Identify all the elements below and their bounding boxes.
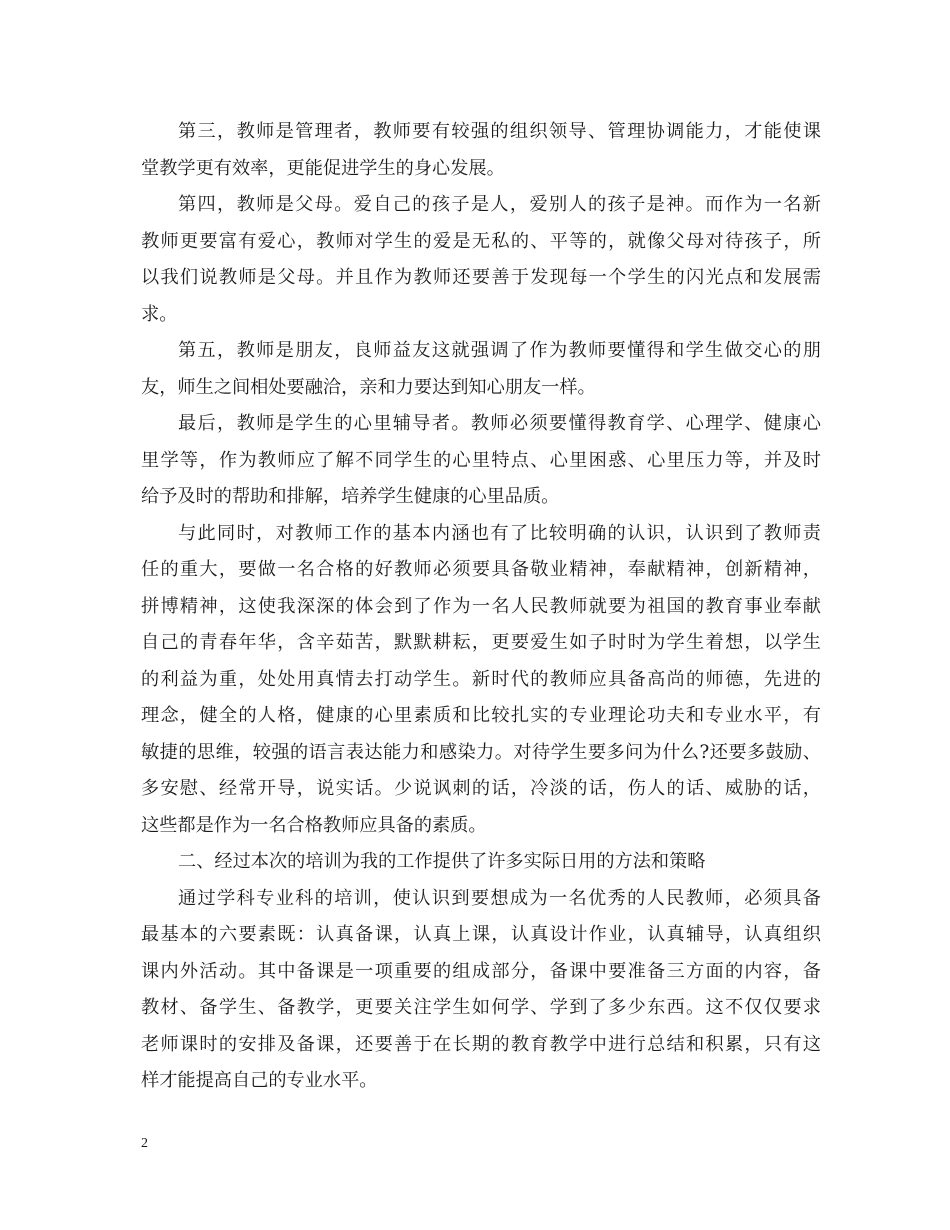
- text-line: 敏捷的思维，较强的语言表达能力和感染力。对待学生要多问为什么?还要多鼓励、: [141, 741, 821, 763]
- text-line: 求。: [141, 303, 178, 325]
- text-line: 第三，教师是管理者，教师要有较强的组织领导、管理协调能力，才能使课: [178, 121, 821, 142]
- page-number: 2: [141, 1136, 148, 1151]
- text-line: 二、经过本次的培训为我的工作提供了许多实际日用的方法和策略: [178, 851, 706, 872]
- text-line: 最后，教师是学生的心里辅导者。教师必须要懂得教育学、心理学、健康心: [178, 413, 821, 434]
- paragraph: [141, 516, 821, 845]
- paragraph: [141, 187, 821, 333]
- text-line: 堂教学更有效率，更能促进学生的身心发展。: [141, 157, 505, 179]
- text-line: 拼博精神，这使我深深的体会到了作为一名人民教师就要为祖国的教育事业奉献: [141, 595, 821, 617]
- paragraph: [141, 333, 821, 406]
- text-line: 自己的青春年华，含辛茹苦，默默耕耘，更要爱生如子时时为学生着想，以学生: [141, 632, 821, 653]
- text-line: 教师更要富有爱心，教师对学生的爱是无私的、平等的，就像父母对待孩子，所: [141, 230, 821, 252]
- text-line: 理念，健全的人格，健康的心里素质和比较扎实的专业理论功夫和专业水平，有: [141, 705, 821, 726]
- paragraph: [141, 881, 821, 1100]
- paragraph: [141, 844, 821, 881]
- paragraph: [141, 114, 821, 187]
- text-line: 以我们说教师是父母。并且作为教师还要善于发现每一个学生的闪光点和发展需: [141, 267, 821, 288]
- paragraph: [141, 406, 821, 516]
- text-line: 课内外活动。其中备课是一项重要的组成部分，备课中要准备三方面的内容，备: [141, 960, 821, 982]
- text-line: 与此同时，对教师工作的基本内涵也有了比较明确的认识，认识到了教师责: [178, 522, 821, 544]
- text-line: 第五，教师是朋友，良师益友这就强调了作为教师要懂得和学生做交心的朋: [178, 340, 821, 361]
- text-line: 任的重大，要做一名合格的好教师必须要具备敬业精神，奉献精神，创新精神，: [141, 559, 821, 580]
- text-line: 里学等，作为教师应了解不同学生的心里特点、心里困惑、心里压力等，并及时: [141, 449, 821, 471]
- text-line: 最基本的六要素既：认真备课，认真上课，认真设计作业，认真辅导，认真组织: [141, 924, 821, 945]
- text-line: 多安慰、经常开导，说实话。少说讽刺的话，冷淡的话，伤人的话、威胁的话，: [141, 778, 821, 799]
- text-line: 这些都是作为一名合格教师应具备的素质。: [141, 814, 487, 836]
- text-line: 老师课时的安排及备课，还要善于在长期的教育教学中进行总结和积累，只有这: [141, 1033, 821, 1055]
- text-line: 的利益为重，处处用真情去打动学生。新时代的教师应具备高尚的师德，先进的: [141, 668, 821, 690]
- text-line: 第四，教师是父母。爱自己的孩子是人，爱别人的孩子是神。而作为一名新: [178, 194, 821, 215]
- text-line: 友，师生之间相处要融洽，亲和力要达到知心朋友一样。: [141, 376, 596, 398]
- text-line: 通过学科专业科的培训，使认识到要想成为一名优秀的人民教师，必须具备: [178, 887, 821, 909]
- text-line: 给予及时的帮助和排解，培养学生健康的心里品质。: [141, 486, 560, 507]
- text-line: 样才能提高自己的专业水平。: [141, 1070, 378, 1091]
- text-line: 教材、备学生、备教学，更要关注学生如何学、学到了多少东西。这不仅仅要求: [141, 997, 821, 1018]
- document-body: [141, 114, 821, 1100]
